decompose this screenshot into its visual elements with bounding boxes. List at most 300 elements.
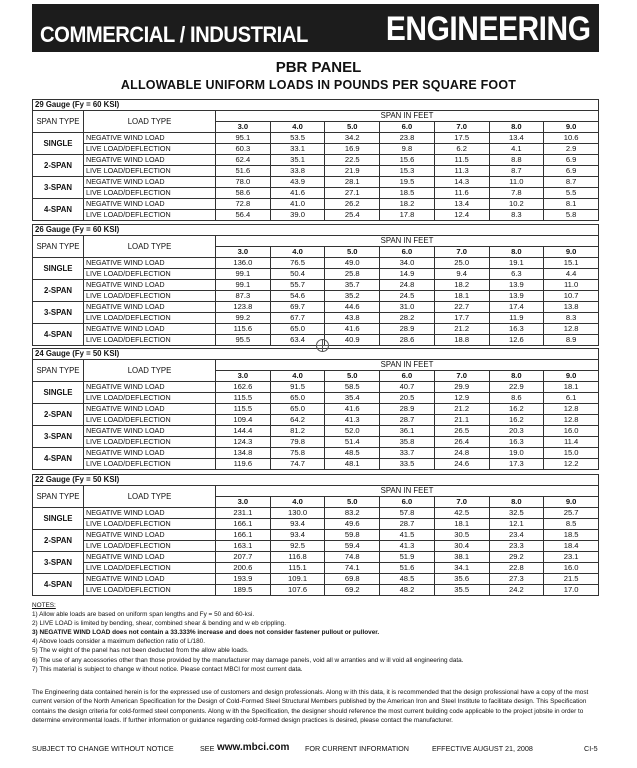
- span-in-feet-header: SPAN IN FEET: [216, 486, 599, 497]
- span-length-header: 3.0: [216, 371, 271, 382]
- footer-page-number: CI-5: [584, 744, 598, 753]
- load-value-cell: 23.8: [380, 133, 435, 144]
- table-row: [33, 155, 599, 166]
- load-value-cell: 36.1: [380, 426, 435, 437]
- table-row: [33, 188, 599, 199]
- load-value-cell: 25.4: [325, 210, 380, 221]
- load-value-cell: 18.4: [544, 541, 599, 552]
- load-value-cell: 17.0: [544, 585, 599, 596]
- footer-subject-to-change: SUBJECT TO CHANGE WITHOUT NOTICE: [32, 744, 174, 753]
- load-value-cell: 17.7: [434, 313, 489, 324]
- load-value-cell: 5.8: [544, 210, 599, 221]
- load-type-cell: LIVE LOAD/DEFLECTION: [84, 313, 216, 324]
- span-length-header: 5.0: [325, 371, 380, 382]
- load-value-cell: 15.3: [380, 166, 435, 177]
- load-value-cell: 75.8: [270, 448, 325, 459]
- load-value-cell: 163.1: [216, 541, 271, 552]
- load-value-cell: 21.5: [544, 574, 599, 585]
- load-value-cell: 109.4: [216, 415, 271, 426]
- span-length-header: 6.0: [380, 247, 435, 258]
- load-value-cell: 6.3: [489, 269, 544, 280]
- table-row: [33, 144, 599, 155]
- table-row: [33, 258, 599, 269]
- table-row: [33, 269, 599, 280]
- load-value-cell: 17.3: [489, 459, 544, 470]
- load-value-cell: 19.0: [489, 448, 544, 459]
- load-value-cell: 41.6: [325, 324, 380, 335]
- load-value-cell: 23.1: [544, 552, 599, 563]
- load-value-cell: 99.1: [216, 280, 271, 291]
- load-value-cell: 15.0: [544, 448, 599, 459]
- load-value-cell: 56.4: [216, 210, 271, 221]
- load-type-cell: NEGATIVE WIND LOAD: [84, 324, 216, 335]
- load-value-cell: 65.0: [270, 393, 325, 404]
- load-value-cell: 115.1: [270, 563, 325, 574]
- load-value-cell: 35.7: [325, 280, 380, 291]
- load-value-cell: 69.2: [325, 585, 380, 596]
- load-value-cell: 134.8: [216, 448, 271, 459]
- load-value-cell: 9.8: [380, 144, 435, 155]
- span-length-header: 8.0: [489, 122, 544, 133]
- span-type-cell: 3-SPAN: [33, 302, 84, 324]
- load-value-cell: 79.8: [270, 437, 325, 448]
- load-value-cell: 4.4: [544, 269, 599, 280]
- table-row: [33, 404, 599, 415]
- span-type-cell: 4-SPAN: [33, 448, 84, 470]
- load-value-cell: 48.5: [380, 574, 435, 585]
- load-value-cell: 41.0: [270, 199, 325, 210]
- note-item: 2) LIVE LOAD is limited by bending, shear, combined shear & bending and w eb crippling.: [32, 620, 286, 628]
- load-value-cell: 116.8: [270, 552, 325, 563]
- load-type-cell: LIVE LOAD/DEFLECTION: [84, 563, 216, 574]
- load-value-cell: 35.4: [325, 393, 380, 404]
- load-value-cell: 144.4: [216, 426, 271, 437]
- load-value-cell: 99.2: [216, 313, 271, 324]
- load-value-cell: 8.3: [489, 210, 544, 221]
- span-type-header: SPAN TYPE: [33, 236, 84, 258]
- load-value-cell: 53.5: [270, 133, 325, 144]
- span-type-cell: 4-SPAN: [33, 324, 84, 346]
- load-value-cell: 60.3: [216, 144, 271, 155]
- load-value-cell: 33.1: [270, 144, 325, 155]
- footer: [32, 744, 607, 758]
- load-type-header: LOAD TYPE: [84, 360, 216, 382]
- load-value-cell: 87.3: [216, 291, 271, 302]
- table-row: [33, 166, 599, 177]
- load-value-cell: 28.9: [380, 324, 435, 335]
- table-row: [33, 313, 599, 324]
- load-value-cell: 50.4: [270, 269, 325, 280]
- load-value-cell: 189.5: [216, 585, 271, 596]
- load-value-cell: 62.4: [216, 155, 271, 166]
- page-subtitle: ALLOWABLE UNIFORM LOADS IN POUNDS PER SQUARE FOOT: [120, 78, 517, 92]
- load-value-cell: 54.6: [270, 291, 325, 302]
- span-length-header: 9.0: [544, 371, 599, 382]
- load-type-cell: NEGATIVE WIND LOAD: [84, 258, 216, 269]
- span-length-header: 4.0: [270, 247, 325, 258]
- load-value-cell: 44.6: [325, 302, 380, 313]
- load-value-cell: 21.2: [434, 324, 489, 335]
- span-length-header: 6.0: [380, 371, 435, 382]
- table-row: [33, 563, 599, 574]
- table-row: [33, 177, 599, 188]
- load-value-cell: 74.7: [270, 459, 325, 470]
- load-type-cell: NEGATIVE WIND LOAD: [84, 177, 216, 188]
- load-value-cell: 43.9: [270, 177, 325, 188]
- load-type-header: LOAD TYPE: [84, 111, 216, 133]
- load-value-cell: 15.1: [544, 258, 599, 269]
- span-type-cell: SINGLE: [33, 382, 84, 404]
- load-value-cell: 51.6: [380, 563, 435, 574]
- load-value-cell: 52.0: [325, 426, 380, 437]
- table-row: [33, 280, 599, 291]
- load-value-cell: 16.9: [325, 144, 380, 155]
- span-length-header: 3.0: [216, 122, 271, 133]
- note-item: 6) The use of any accessories other than those provided by the manufacturer may damage panels, void all w arranties and w ill void all engineering data.: [32, 656, 464, 664]
- gauge-label: 29 Gauge (Fy = 60 KSI): [33, 100, 599, 111]
- load-value-cell: 12.6: [489, 335, 544, 346]
- load-type-cell: LIVE LOAD/DEFLECTION: [84, 459, 216, 470]
- span-type-cell: 3-SPAN: [33, 552, 84, 574]
- load-value-cell: 18.2: [380, 199, 435, 210]
- load-value-cell: 18.1: [544, 382, 599, 393]
- load-value-cell: 43.8: [325, 313, 380, 324]
- load-type-cell: NEGATIVE WIND LOAD: [84, 199, 216, 210]
- span-type-cell: 3-SPAN: [33, 426, 84, 448]
- load-value-cell: 51.4: [325, 437, 380, 448]
- load-value-cell: 72.8: [216, 199, 271, 210]
- load-value-cell: 9.4: [434, 269, 489, 280]
- load-value-cell: 28.6: [380, 335, 435, 346]
- load-value-cell: 11.5: [434, 155, 489, 166]
- load-type-cell: LIVE LOAD/DEFLECTION: [84, 291, 216, 302]
- span-length-header: 5.0: [325, 247, 380, 258]
- load-value-cell: 24.6: [434, 459, 489, 470]
- load-value-cell: 22.9: [489, 382, 544, 393]
- load-value-cell: 32.5: [489, 508, 544, 519]
- load-value-cell: 11.6: [434, 188, 489, 199]
- load-value-cell: 18.2: [434, 280, 489, 291]
- load-value-cell: 55.7: [270, 280, 325, 291]
- load-value-cell: 41.3: [380, 541, 435, 552]
- table-row: [33, 585, 599, 596]
- load-value-cell: 25.7: [544, 508, 599, 519]
- load-value-cell: 11.4: [544, 437, 599, 448]
- load-value-cell: 11.0: [544, 280, 599, 291]
- load-value-cell: 13.4: [489, 133, 544, 144]
- load-value-cell: 74.1: [325, 563, 380, 574]
- span-type-header: SPAN TYPE: [33, 360, 84, 382]
- load-value-cell: 20.5: [380, 393, 435, 404]
- load-type-cell: LIVE LOAD/DEFLECTION: [84, 585, 216, 596]
- load-value-cell: 16.3: [489, 437, 544, 448]
- load-value-cell: 41.6: [325, 404, 380, 415]
- load-value-cell: 13.9: [489, 280, 544, 291]
- load-value-cell: 28.7: [380, 415, 435, 426]
- load-value-cell: 78.0: [216, 177, 271, 188]
- load-value-cell: 13.9: [489, 291, 544, 302]
- load-value-cell: 8.3: [544, 313, 599, 324]
- span-length-header: 4.0: [270, 371, 325, 382]
- span-type-cell: 2-SPAN: [33, 404, 84, 426]
- load-type-cell: NEGATIVE WIND LOAD: [84, 552, 216, 563]
- load-value-cell: 166.1: [216, 530, 271, 541]
- load-value-cell: 12.4: [434, 210, 489, 221]
- load-value-cell: 115.5: [216, 393, 271, 404]
- load-value-cell: 10.7: [544, 291, 599, 302]
- span-type-cell: 2-SPAN: [33, 530, 84, 552]
- load-value-cell: 124.3: [216, 437, 271, 448]
- load-value-cell: 22.7: [434, 302, 489, 313]
- table-row: [33, 448, 599, 459]
- load-value-cell: 11.9: [489, 313, 544, 324]
- span-length-header: 6.0: [380, 497, 435, 508]
- load-type-cell: LIVE LOAD/DEFLECTION: [84, 188, 216, 199]
- load-type-cell: NEGATIVE WIND LOAD: [84, 448, 216, 459]
- gauge-table-1: [32, 224, 599, 346]
- load-value-cell: 115.6: [216, 324, 271, 335]
- load-value-cell: 8.9: [544, 335, 599, 346]
- load-value-cell: 92.5: [270, 541, 325, 552]
- load-value-cell: 69.8: [325, 574, 380, 585]
- span-type-cell: 2-SPAN: [33, 280, 84, 302]
- load-value-cell: 76.5: [270, 258, 325, 269]
- load-value-cell: 10.2: [489, 199, 544, 210]
- load-value-cell: 231.1: [216, 508, 271, 519]
- table-row: [33, 291, 599, 302]
- load-value-cell: 12.8: [544, 415, 599, 426]
- table-row: [33, 415, 599, 426]
- load-value-cell: 17.4: [489, 302, 544, 313]
- load-type-cell: NEGATIVE WIND LOAD: [84, 155, 216, 166]
- load-value-cell: 64.2: [270, 415, 325, 426]
- load-value-cell: 8.6: [489, 393, 544, 404]
- load-value-cell: 16.2: [489, 415, 544, 426]
- table-row: [33, 552, 599, 563]
- load-value-cell: 14.3: [434, 177, 489, 188]
- load-value-cell: 123.8: [216, 302, 271, 313]
- span-length-header: 9.0: [544, 247, 599, 258]
- banner-commercial-industrial: COMMERCIAL / INDUSTRIAL: [40, 22, 308, 47]
- span-length-header: 5.0: [325, 122, 380, 133]
- load-value-cell: 30.5: [434, 530, 489, 541]
- load-value-cell: 19.5: [380, 177, 435, 188]
- load-value-cell: 13.4: [434, 199, 489, 210]
- load-value-cell: 6.1: [544, 393, 599, 404]
- load-value-cell: 99.1: [216, 269, 271, 280]
- load-value-cell: 23.3: [489, 541, 544, 552]
- load-value-cell: 33.8: [270, 166, 325, 177]
- load-value-cell: 18.1: [434, 291, 489, 302]
- table-row: [33, 324, 599, 335]
- note-item: 3) NEGATIVE WIND LOAD does not contain a 33.333% increase and does not consider fastener pullout or pullover.: [32, 629, 380, 637]
- load-value-cell: 35.1: [270, 155, 325, 166]
- span-in-feet-header: SPAN IN FEET: [216, 236, 599, 247]
- load-value-cell: 49.0: [325, 258, 380, 269]
- load-type-cell: LIVE LOAD/DEFLECTION: [84, 437, 216, 448]
- load-value-cell: 41.5: [380, 530, 435, 541]
- load-value-cell: 107.6: [270, 585, 325, 596]
- load-value-cell: 16.2: [489, 404, 544, 415]
- load-value-cell: 26.2: [325, 199, 380, 210]
- load-value-cell: 40.7: [380, 382, 435, 393]
- load-value-cell: 93.4: [270, 530, 325, 541]
- load-value-cell: 6.2: [434, 144, 489, 155]
- load-value-cell: 16.0: [544, 426, 599, 437]
- load-value-cell: 33.7: [380, 448, 435, 459]
- load-value-cell: 7.8: [489, 188, 544, 199]
- span-length-header: 8.0: [489, 247, 544, 258]
- note-item: 1) Allow able loads are based on uniform span lengths and Fy = 50 and 60-ksi.: [32, 611, 255, 619]
- load-value-cell: 51.9: [380, 552, 435, 563]
- load-type-cell: LIVE LOAD/DEFLECTION: [84, 210, 216, 221]
- footer-website-link[interactable]: www.mbci.com: [217, 742, 290, 753]
- span-length-header: 8.0: [489, 497, 544, 508]
- load-value-cell: 12.9: [434, 393, 489, 404]
- gauge-label: 24 Gauge (Fy = 50 KSI): [33, 349, 599, 360]
- load-value-cell: 57.8: [380, 508, 435, 519]
- load-value-cell: 22.5: [325, 155, 380, 166]
- span-type-cell: SINGLE: [33, 133, 84, 155]
- load-value-cell: 6.9: [544, 166, 599, 177]
- load-value-cell: 119.6: [216, 459, 271, 470]
- load-value-cell: 28.2: [380, 313, 435, 324]
- load-type-cell: LIVE LOAD/DEFLECTION: [84, 541, 216, 552]
- load-value-cell: 33.5: [380, 459, 435, 470]
- table-row: [33, 574, 599, 585]
- span-length-header: 4.0: [270, 122, 325, 133]
- load-value-cell: 4.1: [489, 144, 544, 155]
- load-value-cell: 5.5: [544, 188, 599, 199]
- load-value-cell: 18.8: [434, 335, 489, 346]
- table-row: [33, 459, 599, 470]
- load-value-cell: 38.1: [434, 552, 489, 563]
- span-type-cell: 4-SPAN: [33, 199, 84, 221]
- disclaimer-text: The Engineering data contained herein is for the expressed use of customers and design professionals. Along w ith this data, it is recommended that the design professional have a copy of the most current version of the North American Specification for the Design of Cold-Formed Steel Structural Members published by the American Iron and Steel Institute to facilitate design. This Specification contains the design criteria for cold-formed steel components. Along w ith the Specification, the designer should reference the most current building code applicable to the project jobsite in order to determine environmental loads. If further information or guidance regarding cold-formed design practices is desired, please contact the manufacturer.: [32, 689, 589, 725]
- table-row: [33, 437, 599, 448]
- load-value-cell: 162.6: [216, 382, 271, 393]
- load-value-cell: 95.1: [216, 133, 271, 144]
- load-value-cell: 28.9: [380, 404, 435, 415]
- crosshair-cursor-icon: [316, 339, 329, 352]
- load-value-cell: 8.1: [544, 199, 599, 210]
- load-value-cell: 13.8: [544, 302, 599, 313]
- header-banner: [32, 4, 599, 52]
- load-value-cell: 93.4: [270, 519, 325, 530]
- load-value-cell: 12.1: [489, 519, 544, 530]
- span-length-header: 5.0: [325, 497, 380, 508]
- load-value-cell: 81.2: [270, 426, 325, 437]
- span-type-cell: 2-SPAN: [33, 155, 84, 177]
- footer-see: SEE: [200, 744, 215, 753]
- notes-section: [32, 601, 602, 674]
- span-length-header: 4.0: [270, 497, 325, 508]
- table-row: [33, 508, 599, 519]
- load-value-cell: 166.1: [216, 519, 271, 530]
- load-value-cell: 83.2: [325, 508, 380, 519]
- load-type-cell: NEGATIVE WIND LOAD: [84, 574, 216, 585]
- load-value-cell: 2.9: [544, 144, 599, 155]
- load-type-cell: NEGATIVE WIND LOAD: [84, 133, 216, 144]
- load-value-cell: 115.5: [216, 404, 271, 415]
- load-type-cell: LIVE LOAD/DEFLECTION: [84, 269, 216, 280]
- load-type-cell: NEGATIVE WIND LOAD: [84, 426, 216, 437]
- footer-for-current-info: FOR CURRENT INFORMATION: [305, 744, 409, 753]
- load-value-cell: 12.2: [544, 459, 599, 470]
- span-in-feet-header: SPAN IN FEET: [216, 360, 599, 371]
- span-length-header: 7.0: [434, 122, 489, 133]
- load-value-cell: 28.1: [325, 177, 380, 188]
- load-value-cell: 18.1: [434, 519, 489, 530]
- span-length-header: 9.0: [544, 497, 599, 508]
- load-value-cell: 91.5: [270, 382, 325, 393]
- load-value-cell: 27.3: [489, 574, 544, 585]
- load-value-cell: 95.5: [216, 335, 271, 346]
- gauge-table-3: [32, 474, 599, 596]
- gauge-table-0: [32, 99, 599, 221]
- load-value-cell: 22.8: [489, 563, 544, 574]
- load-value-cell: 24.8: [380, 280, 435, 291]
- load-value-cell: 130.0: [270, 508, 325, 519]
- footer-effective-date: EFFECTIVE AUGUST 21, 2008: [432, 744, 533, 753]
- table-row: [33, 302, 599, 313]
- table-row: [33, 541, 599, 552]
- load-value-cell: 27.1: [325, 188, 380, 199]
- load-value-cell: 18.5: [380, 188, 435, 199]
- load-value-cell: 34.1: [434, 563, 489, 574]
- load-type-cell: NEGATIVE WIND LOAD: [84, 508, 216, 519]
- load-value-cell: 29.9: [434, 382, 489, 393]
- load-value-cell: 11.3: [434, 166, 489, 177]
- load-value-cell: 35.6: [434, 574, 489, 585]
- banner-engineering: ENGINEERING: [386, 10, 591, 48]
- span-in-feet-header: SPAN IN FEET: [216, 111, 599, 122]
- load-value-cell: 25.8: [325, 269, 380, 280]
- table-row: [33, 393, 599, 404]
- load-value-cell: 11.0: [489, 177, 544, 188]
- span-length-header: 7.0: [434, 497, 489, 508]
- span-type-cell: 3-SPAN: [33, 177, 84, 199]
- load-type-header: LOAD TYPE: [84, 486, 216, 508]
- load-value-cell: 65.0: [270, 324, 325, 335]
- load-value-cell: 8.8: [489, 155, 544, 166]
- load-value-cell: 8.5: [544, 519, 599, 530]
- load-value-cell: 15.6: [380, 155, 435, 166]
- load-type-cell: LIVE LOAD/DEFLECTION: [84, 166, 216, 177]
- load-type-cell: NEGATIVE WIND LOAD: [84, 280, 216, 291]
- table-row: [33, 199, 599, 210]
- load-value-cell: 109.1: [270, 574, 325, 585]
- load-value-cell: 16.3: [489, 324, 544, 335]
- load-value-cell: 207.7: [216, 552, 271, 563]
- load-type-cell: NEGATIVE WIND LOAD: [84, 530, 216, 541]
- load-value-cell: 31.0: [380, 302, 435, 313]
- load-value-cell: 12.8: [544, 404, 599, 415]
- load-value-cell: 63.4: [270, 335, 325, 346]
- load-type-header: LOAD TYPE: [84, 236, 216, 258]
- load-value-cell: 65.0: [270, 404, 325, 415]
- load-value-cell: 48.2: [380, 585, 435, 596]
- span-length-header: 9.0: [544, 122, 599, 133]
- span-type-cell: 4-SPAN: [33, 574, 84, 596]
- load-value-cell: 24.5: [380, 291, 435, 302]
- load-value-cell: 193.9: [216, 574, 271, 585]
- load-value-cell: 48.5: [325, 448, 380, 459]
- table-row: [33, 426, 599, 437]
- load-value-cell: 74.8: [325, 552, 380, 563]
- load-type-cell: LIVE LOAD/DEFLECTION: [84, 519, 216, 530]
- load-type-cell: NEGATIVE WIND LOAD: [84, 302, 216, 313]
